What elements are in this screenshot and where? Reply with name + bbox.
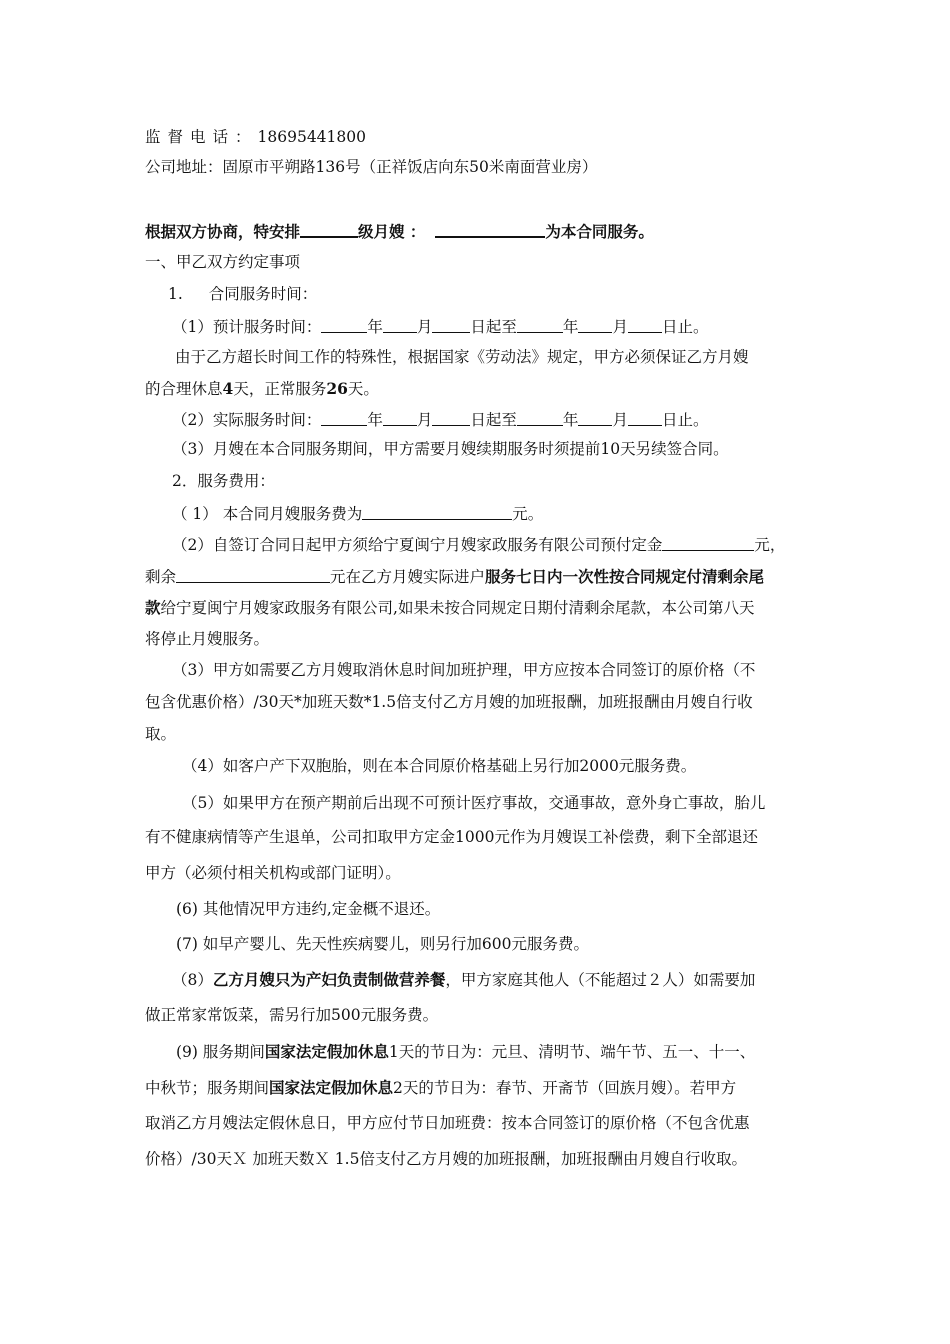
section-title: 一、甲乙双方约定事项 (145, 253, 301, 271)
fee9-text-a: 1天的节日为：元旦、清明节、端午节、五一、十一、 (388, 1043, 756, 1061)
fee-clause-3-line1: （3）甲方如需要乙方月嫂取消休息时间加班护理，甲方应按本合同签订的原价格（不 (172, 661, 756, 679)
fee-clause-2-line1 (172, 536, 785, 554)
planned-year-blank[interactable] (321, 318, 367, 333)
fee-clause-6: (6) 其他情况甲方违约,定金概不退还。 (176, 900, 441, 918)
rest-text-3: 天。 (347, 380, 379, 398)
planned-month2-blank[interactable] (578, 318, 612, 333)
fee-clause-9-line2 (145, 1080, 736, 1097)
fee9-number: (9) 服务期间 (176, 1043, 265, 1061)
fee-clause-2-line3 (145, 600, 754, 617)
fee-clause-7: (7) 如早产婴儿、先天性疾病婴儿，则另行加600元服务费。 (176, 935, 589, 953)
fee8-number: （8） (172, 971, 213, 989)
year2-text: 年 (562, 411, 579, 429)
day-from-text: 日起至 (470, 411, 517, 429)
planned-month-blank[interactable] (383, 318, 417, 333)
fee-clause-1 (172, 505, 543, 523)
year-text: 年 (367, 318, 383, 336)
item1-number: 1. (168, 285, 183, 303)
address-value: 固原市平朔路136号（正祥饭店向东50米南面营业房） (222, 158, 598, 176)
company-address-line (145, 160, 597, 176)
fee-clause-8-line1 (172, 972, 755, 989)
actual-day2-blank[interactable] (628, 411, 662, 426)
year-text: 年 (367, 411, 383, 429)
assignment-line (145, 222, 654, 240)
fee-clause-3-line2: 包含优惠价格）/30天*加班天数*1.5倍支付乙方月嫂的加班报酬，加班报酬由月嫂自行收 (145, 693, 753, 711)
fee9-bold-2: 国家法定假加休息 (269, 1078, 394, 1097)
rest-paragraph-line2 (145, 381, 379, 398)
year2-text: 年 (562, 318, 579, 336)
fee-clause-8-line2: 做正常家常饭菜，需另行加500元服务费。 (145, 1006, 439, 1024)
rest-text-1: 的合理休息 (145, 380, 223, 398)
fee1-unit: 元。 (512, 505, 544, 523)
nanny-name-blank[interactable] (435, 222, 545, 238)
fee2-text-a-end: 元， (754, 536, 786, 554)
day-to-text: 日止。 (661, 411, 709, 429)
month-text: 月 (416, 318, 433, 336)
planned-day-blank[interactable] (432, 318, 470, 333)
month-text: 月 (416, 411, 433, 429)
fee-clause-2-line2 (145, 568, 764, 586)
fee-clause-4: （4）如客户产下双胞胎，则在本合同原价格基础上另行加2000元服务费。 (182, 757, 697, 775)
fee-clause-5-line2: 有不健康病情等产生退单，公司扣取甲方定金1000元作为月嫂误工补偿费，剩下全部退还 (145, 828, 758, 846)
deposit-blank[interactable] (662, 536, 754, 551)
fee9-bold-1: 国家法定假加休息 (264, 1042, 389, 1061)
actual-service-time (172, 411, 708, 429)
planned-label: （1）预计服务时间： (172, 318, 322, 336)
fee9-text-b1: 2天的节日为：春节、开斋节（回族月嫂）。若甲方 (393, 1079, 737, 1097)
fee-clause-9-line3: 取消乙方月嫂法定假休息日，甲方应付节日加班费：按本合同签订的原价格（不包含优惠 (145, 1114, 750, 1132)
fee8-bold-text: 乙方月嫂只为产妇负责制做营养餐 (212, 970, 446, 989)
fee2-text-b2: 元在乙方月嫂实际进户 (330, 568, 486, 586)
actual-month2-blank[interactable] (578, 411, 612, 426)
actual-label: （2）实际服务时间： (172, 411, 322, 429)
day-to-text: 日止。 (661, 318, 709, 336)
fee-clause-9-line4: 价格）/30天Ｘ 加班天数Ｘ 1.5倍支付乙方月嫂的加班报酬，加班报酬由月嫂自行收取。 (145, 1150, 747, 1168)
fee9-text-b0: 中秋节；服务期间 (145, 1079, 270, 1097)
fee-clause-3-line3: 取。 (145, 725, 177, 743)
fee2-text-a: （2）自签订合同日起甲方须给宁夏闽宁月嫂家政服务有限公司预付定金 (172, 536, 663, 554)
actual-month-blank[interactable] (383, 411, 417, 426)
fee2-text-bold: 服务七日内一次性按合同规定付清剩余尾 (485, 567, 765, 586)
fee8-text-a: ，甲方家庭其他人（不能超过２人）如需要加 (445, 971, 756, 989)
balance-blank[interactable] (176, 568, 330, 583)
month2-text: 月 (612, 411, 628, 429)
fee-clause-5-line1: （5）如果甲方在预产期前后出现不可预计医疗事故，交通事故，意外身亡事故，胎儿 (182, 794, 766, 812)
assignment-text-3: 为本合同服务。 (545, 222, 654, 241)
item1-label: 合同服务时间： (208, 285, 318, 303)
actual-year2-blank[interactable] (517, 411, 563, 426)
level-blank[interactable] (300, 222, 358, 238)
supervise-phone: 18695441800 (257, 128, 366, 146)
fee2-text-b1: 剩余 (145, 568, 177, 586)
planned-service-time (172, 318, 708, 336)
assignment-text-1: 根据双方协商，特安排 (145, 222, 301, 241)
rest-text-2: 天，正常服务 (233, 380, 327, 398)
item1-heading (168, 287, 317, 303)
day-from-text: 日起至 (470, 318, 517, 336)
fee-clause-5-line3: 甲方（必须付相关机构或部门证明）。 (145, 864, 401, 882)
work-days: 26 (326, 379, 348, 398)
fee-clause-2-line4: 将停止月嫂服务。 (145, 630, 270, 648)
service-fee-blank[interactable] (362, 505, 512, 520)
month2-text: 月 (612, 318, 628, 336)
fee1-text: （ 1） 本合同月嫂服务费为 (172, 505, 363, 523)
item2-heading: 2．服务费用： (172, 472, 275, 490)
actual-day-blank[interactable] (432, 411, 470, 426)
supervise-phone-line (145, 130, 366, 146)
fee2-text-c: 给宁夏闽宁月嫂家政服务有限公司,如果未按合同规定日期付清剩余尾款，本公司第八天 (160, 599, 755, 617)
address-label: 公司地址： (145, 158, 223, 176)
rest-paragraph-line1: 由于乙方超长时间工作的特殊性，根据国家《劳动法》规定，甲方必须保证乙方月嫂 (175, 348, 749, 366)
supervise-label: 监督电话： (145, 128, 258, 146)
planned-year2-blank[interactable] (517, 318, 563, 333)
actual-year-blank[interactable] (321, 411, 367, 426)
fee2-text-c-bold: 款 (145, 598, 161, 617)
assignment-text-2: 级月嫂 ： (358, 222, 426, 241)
renew-clause: （3）月嫂在本合同服务期间，甲方需要月嫂续期服务时须提前10天另续签合同。 (172, 440, 729, 458)
planned-day2-blank[interactable] (628, 318, 662, 333)
rest-days: 4 (222, 379, 234, 398)
fee-clause-9-line1 (176, 1044, 755, 1061)
